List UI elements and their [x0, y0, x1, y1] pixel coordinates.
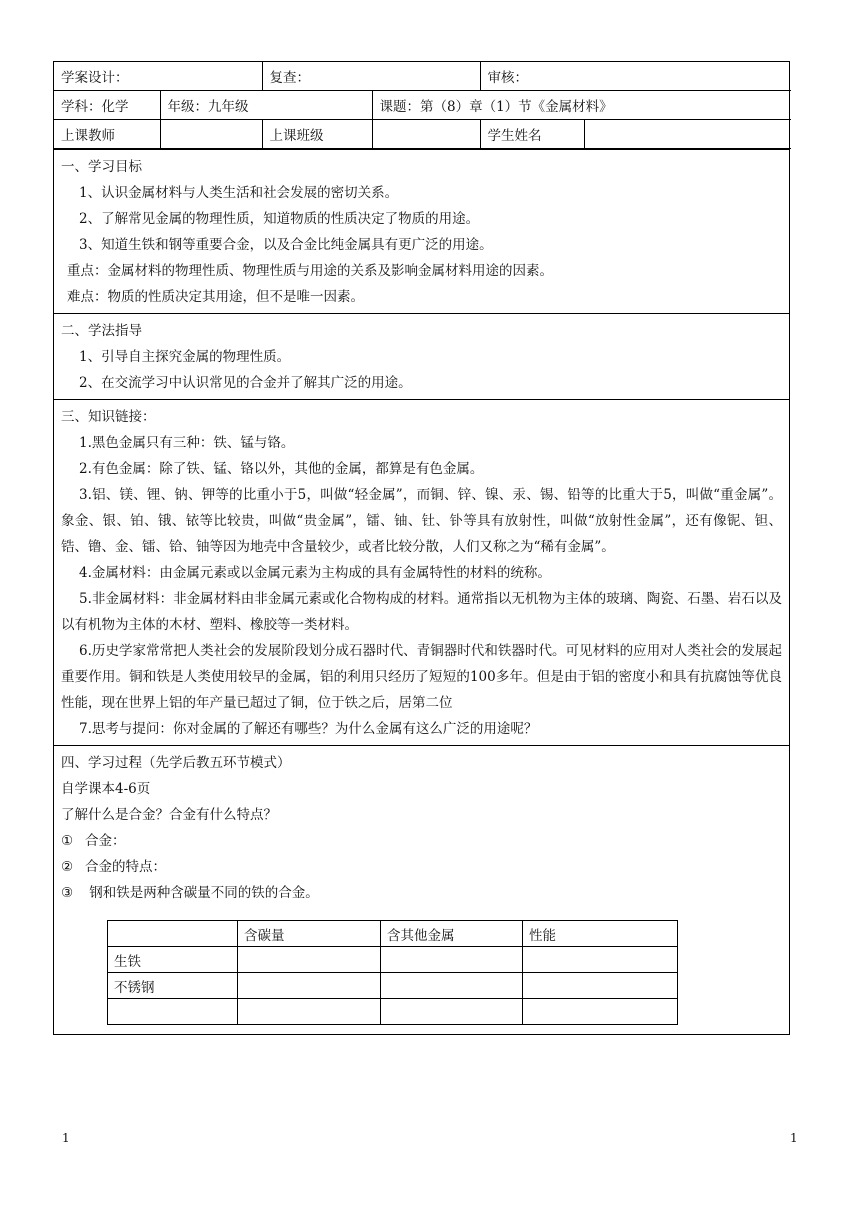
list-item: [61, 854, 782, 880]
worksheet-frame: [53, 61, 790, 1035]
goal-item: 1、认识金属材料与人类生活和社会发展的密切关系。: [79, 185, 399, 201]
section-knowledge-links: [54, 399, 789, 745]
section-title: 一、学习目标: [61, 159, 142, 175]
section-title: 三、知识链接：: [61, 409, 156, 425]
header-cell: 含其他金属: [381, 921, 523, 947]
table-row: [108, 999, 678, 1025]
section-method-guide: [54, 313, 789, 399]
self-study-line: 自学课本4-6页: [61, 781, 151, 797]
header-cell: 含碳量: [238, 921, 381, 947]
header-cell: [108, 921, 238, 947]
teacher-value[interactable]: [160, 120, 262, 149]
page-number-right: 1: [790, 1131, 798, 1145]
section-title: 二、学法指导: [61, 323, 142, 339]
knowledge-item: 6.历史学家常常把人类社会的发展阶段划分成石器时代、青铜器时代和铁器时代。可见材料的应用对人类社会的发展起重要作用。铜和铁是人类使用较早的金属，铝的利用只经历了短短的100多年。但是由于铝的密度小和具有抗腐蚀等优良性能，现在世界上铝的年产量已超过了铜，位于铁之后，居第二位: [61, 643, 782, 711]
page-number-left: 1: [62, 1131, 70, 1145]
student-value[interactable]: [584, 120, 791, 149]
design-cell: 学案设计：: [54, 62, 262, 91]
question-line: 了解什么是合金？合金有什么特点？: [61, 807, 277, 823]
list-marker: ①: [61, 833, 74, 849]
table-cell[interactable]: [381, 999, 523, 1025]
table-cell[interactable]: [238, 947, 381, 973]
section-learning-process: [54, 745, 789, 1034]
header-row-3: [54, 120, 791, 149]
subject-cell: 学科：化学: [54, 91, 160, 120]
table-cell[interactable]: [523, 973, 678, 999]
list-marker: ②: [61, 859, 74, 875]
topic-cell: 课题：第（8）章（1）节《金属材料》: [372, 91, 791, 120]
goal-item: 2、了解常见金属的物理性质，知道物质的性质决定了物质的用途。: [79, 211, 480, 227]
difficulty-point: 难点：物质的性质决定其用途，但不是唯一因素。: [67, 289, 364, 305]
section-learning-goals: [54, 149, 789, 313]
section-title: 四、学习过程（先学后教五环节模式）: [61, 755, 291, 771]
knowledge-item: 5.非金属材料：非金属材料由非金属元素或化合物构成的材料。通常指以无机物为主体的玻璃、陶瓷、石墨、岩石以及以有机物为主体的木材、塑料、橡胶等一类材料。: [61, 591, 782, 633]
row-label: 生铁: [108, 947, 238, 973]
list-text: 合金的特点：: [85, 859, 166, 875]
header-row-1: [54, 62, 791, 91]
table-cell[interactable]: [238, 999, 381, 1025]
knowledge-item: 4.金属材料：由金属元素或以金属元素为主构成的具有金属特性的材料的统称。: [79, 565, 551, 581]
table-cell[interactable]: [523, 999, 678, 1025]
review-cell: 复查：: [262, 62, 480, 91]
row-label: 不锈钢: [108, 973, 238, 999]
list-item: [61, 880, 782, 906]
table-cell[interactable]: [238, 973, 381, 999]
list-text: 合金：: [85, 833, 126, 849]
row-label: [108, 999, 238, 1025]
list-marker: ③: [61, 885, 74, 901]
table-row: [108, 973, 678, 999]
class-label: 上课班级: [262, 120, 372, 149]
header-table: [54, 62, 791, 149]
teacher-label: 上课教师: [54, 120, 160, 149]
method-item: 1、引导自主探究金属的物理性质。: [79, 349, 291, 365]
list-text: 钢和铁是两种含碳量不同的铁的合金。: [85, 885, 319, 901]
method-item: 2、在交流学习中认识常见的合金并了解其广泛的用途。: [79, 375, 412, 391]
goal-item: 3、知道生铁和钢等重要合金，以及合金比纯金属具有更广泛的用途。: [79, 237, 493, 253]
knowledge-item: 3.铝、镁、锂、钠、钾等的比重小于5，叫做“轻金属”，而铜、锌、镍、汞、锡、铅等的比重大于5，叫做“重金属”。象金、银、铂、锇、铱等比较贵，叫做“贵金属”，镭、铀、钍、钋等具有放射性，叫做“放射性金属”，还有像铌、钽、锆、镥、金、镭、铪、铀等因为地壳中含量较少，或者比较分散，人们又称之为“稀有金属”。: [61, 487, 782, 555]
knowledge-item: 1.黑色金属只有三种：铁、锰与铬。: [79, 435, 295, 451]
student-label: 学生姓名: [480, 120, 584, 149]
table-cell[interactable]: [523, 947, 678, 973]
header-row-2: [54, 91, 791, 120]
audit-cell: 审核：: [480, 62, 791, 91]
key-point: 重点：金属材料的物理性质、物理性质与用途的关系及影响金属材料用途的因素。: [67, 263, 553, 279]
table-row: [108, 947, 678, 973]
table-header-row: [108, 921, 678, 947]
knowledge-item: 2.有色金属：除了铁、锰、铬以外，其他的金属，都算是有色金属。: [79, 461, 484, 477]
header-cell: 性能: [523, 921, 678, 947]
grade-cell: 年级：九年级: [160, 91, 372, 120]
table-cell[interactable]: [381, 973, 523, 999]
alloy-comparison-table: [107, 920, 678, 1025]
table-cell[interactable]: [381, 947, 523, 973]
knowledge-item: 7.思考与提问：你对金属的了解还有哪些？为什么金属有这么广泛的用途呢？: [79, 721, 538, 737]
class-value[interactable]: [372, 120, 480, 149]
list-item: [61, 828, 782, 854]
